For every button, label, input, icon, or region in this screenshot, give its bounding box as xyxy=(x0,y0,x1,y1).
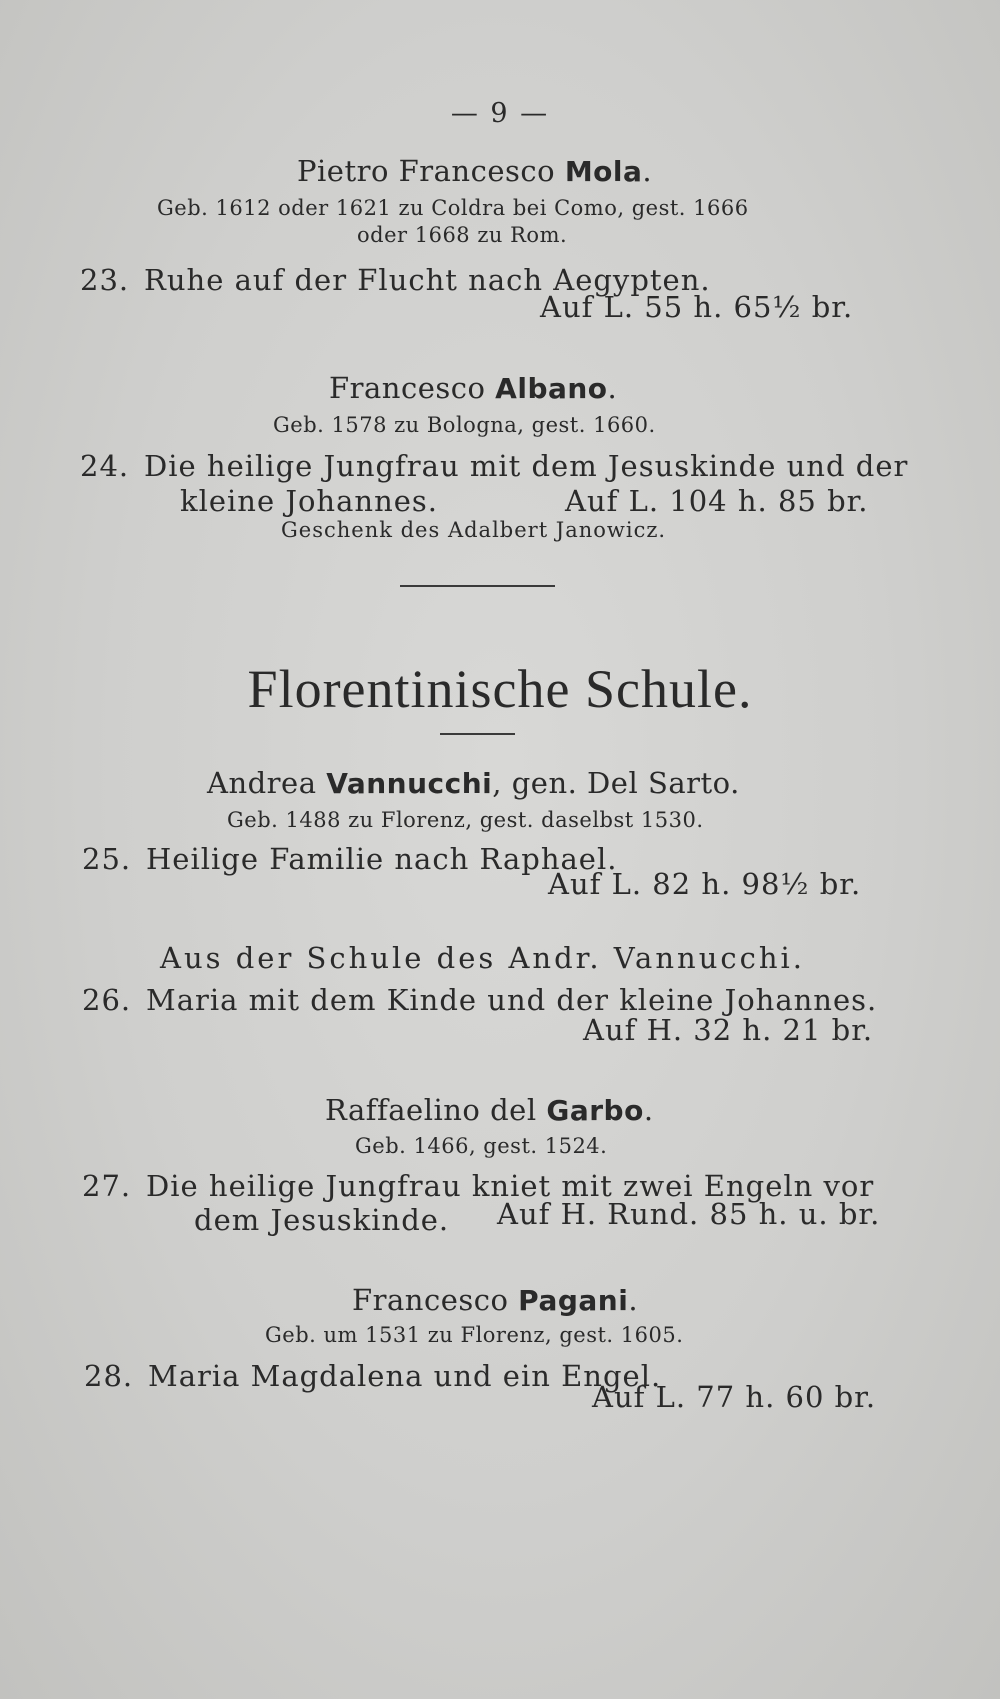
title-underline xyxy=(440,733,515,735)
entry-title-continued: dem Jesuskinde. xyxy=(194,1203,450,1237)
artist-heading-vannucchi xyxy=(207,766,740,800)
artist-given-name: Raffaelino del xyxy=(325,1093,547,1127)
entry-title: Die heilige Jungfrau mit dem Jesuskinde und der xyxy=(144,449,909,483)
artist-suffix: . xyxy=(628,1283,639,1317)
section-title: Florentinische Schule. xyxy=(247,659,753,719)
artist-surname: Mola xyxy=(564,155,643,188)
entry-number: 27. xyxy=(82,1169,132,1203)
artist-given-name: Pietro Francesco xyxy=(297,154,565,188)
artist-given-name: Francesco xyxy=(352,1283,519,1317)
artist-bio-line: Geb. um 1531 zu Florenz, gest. 1605. xyxy=(265,1323,684,1347)
artist-suffix: . xyxy=(642,154,653,188)
catalog-entry-24 xyxy=(80,449,909,483)
entry-number: 24. xyxy=(80,449,130,483)
entry-title: Heilige Familie nach Raphael. xyxy=(146,842,618,876)
artist-bio-line: Geb. 1578 zu Bologna, gest. 1660. xyxy=(273,413,656,437)
artist-bio-line: Geb. 1612 oder 1621 zu Coldra bei Como, gest. 1666 xyxy=(157,196,749,220)
entry-measurements: Auf H. Rund. 85 h. u. br. xyxy=(497,1197,881,1231)
entry-number: 28. xyxy=(84,1359,134,1393)
artist-suffix: . xyxy=(607,371,618,405)
artist-suffix: , gen. Del Sarto. xyxy=(492,766,740,800)
artist-bio-line: Geb. 1466, gest. 1524. xyxy=(355,1134,608,1158)
artist-bio-line: oder 1668 zu Rom. xyxy=(357,223,568,247)
section-divider xyxy=(400,585,555,587)
entry-measurements: Auf L. 55 h. 65½ br. xyxy=(540,290,854,324)
artist-surname: Albano xyxy=(495,372,608,405)
entry-measurements: Auf L. 77 h. 60 br. xyxy=(592,1380,877,1414)
entry-number: 26. xyxy=(82,983,132,1017)
artist-suffix: . xyxy=(643,1093,654,1127)
entry-title: Die heilige Jungfrau kniet mit zwei Engeln vor xyxy=(146,1169,875,1203)
artist-given-name: Francesco xyxy=(329,371,496,405)
artist-heading-albano xyxy=(329,371,618,405)
artist-heading-mola xyxy=(297,154,653,188)
catalog-entry-25 xyxy=(82,842,618,876)
entry-number: 25. xyxy=(82,842,132,876)
entry-measurements: Auf L. 82 h. 98½ br. xyxy=(548,867,862,901)
artist-bio-line: Geb. 1488 zu Florenz, gest. daselbst 1530. xyxy=(227,808,704,832)
entry-title-continued: kleine Johannes. xyxy=(180,484,439,518)
artist-surname: Garbo xyxy=(546,1094,644,1127)
artist-surname: Vannucchi xyxy=(326,767,493,800)
school-heading: Aus der Schule des Andr. Vannucchi. xyxy=(160,941,806,975)
artist-heading-pagani xyxy=(352,1283,639,1317)
entry-title: Maria mit dem Kinde und der kleine Johannes. xyxy=(146,983,878,1017)
page-number: — 9 — xyxy=(450,98,550,129)
catalog-entry-26 xyxy=(82,983,878,1017)
entry-provenance-note: Geschenk des Adalbert Janowicz. xyxy=(281,518,667,542)
entry-number: 23. xyxy=(80,263,130,297)
entry-measurements: Auf H. 32 h. 21 br. xyxy=(583,1013,874,1047)
artist-given-name: Andrea xyxy=(207,766,327,800)
artist-heading-garbo xyxy=(325,1093,654,1127)
entry-title: Ruhe auf der Flucht nach Aegypten. xyxy=(144,263,711,297)
catalog-entry-28 xyxy=(84,1359,662,1393)
entry-measurements: Auf L. 104 h. 85 br. xyxy=(565,484,869,518)
entry-title: Maria Magdalena und ein Engel. xyxy=(148,1359,662,1393)
artist-surname: Pagani xyxy=(518,1284,629,1317)
